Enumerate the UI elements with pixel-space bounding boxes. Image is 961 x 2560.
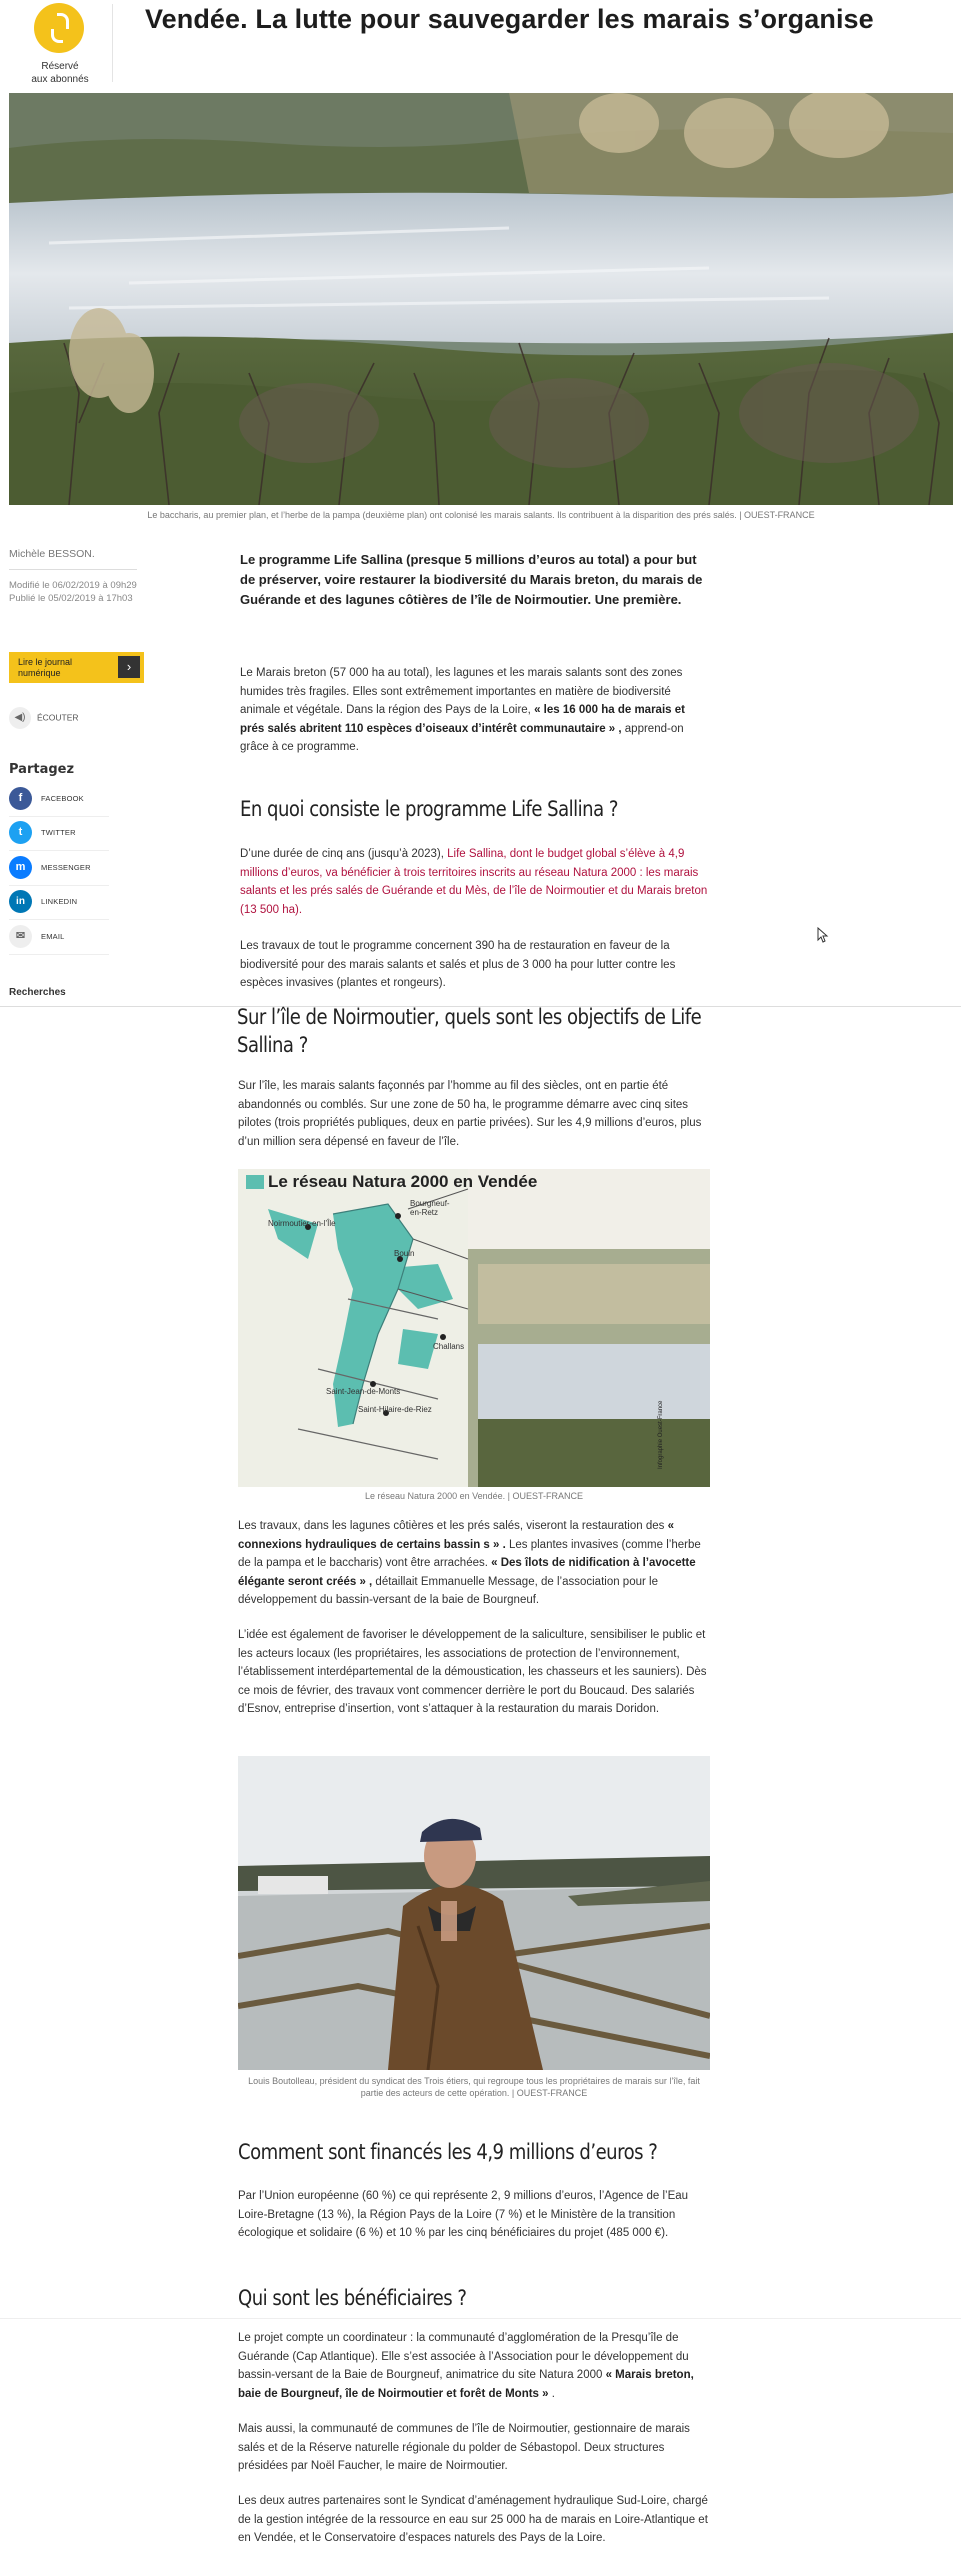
share-facebook-label: FACEBOOK [41, 794, 84, 803]
heading-financing: Comment sont financés les 4,9 millions d’euros ? [238, 2140, 658, 2164]
share-messenger-button[interactable] [9, 851, 109, 886]
paragraph-1-end: apprend-on grâce à ce programme. [240, 722, 684, 754]
map-label-bourgneuf: Bourgneuf-en-Retz [410, 1199, 450, 1217]
share-twitter-button[interactable] [9, 816, 109, 851]
paragraph-5-text-c: détaillait Emmanuelle Message, de l’association pour le développement du bassin-versant de la baie de Bourgneuf. [238, 1575, 658, 1607]
map-label-saint-hilaire-de-riez: Saint-Hilaire-de-Riez [358, 1405, 432, 1414]
linkedin-icon: in [9, 890, 32, 913]
paragraph-8-end: . [548, 2387, 555, 2400]
paragraph-1-text: Le Marais breton (57 000 ha au total), les lagunes et les marais salants sont des zones humides très fragiles. Elles sont extrêmement importantes en matière de biodiversité animale et végétale. Dans la région des Pays de la Loire, [240, 667, 683, 717]
map-label-noirmoutier: Noirmoutier-en-l’Île [268, 1219, 336, 1228]
share-linkedin-label: LINKEDIN [41, 897, 78, 906]
messenger-icon: m [9, 856, 32, 879]
map-title: Le réseau Natura 2000 en Vendée [268, 1172, 538, 1191]
share-messenger-label: MESSENGER [41, 863, 91, 872]
facebook-icon: f [9, 787, 32, 810]
paragraph-5-quote-a: « connexions hydrauliques de certains bassin s » . [238, 1520, 674, 1551]
logo-mark-bottom [51, 29, 63, 43]
share-title: Partagez [9, 762, 75, 777]
article-meta [9, 548, 144, 605]
ouest-france-logo-icon[interactable] [34, 3, 84, 53]
map-label-bouin: Bouin [394, 1249, 415, 1258]
paragraph-1 [240, 664, 710, 757]
portrait-caption [238, 2075, 710, 2099]
paragraph-2-highlight[interactable]: Life Sallina, dont le budget global s’élève à 4,9 millions d’euros, va bénéficier à trois territoires inscrits au réseau Natura 2000 : les marais salants et les prés salés de Guérande et du Mès, de l’île de Noirmoutier et du Marais breton (13 500 ha). [240, 848, 708, 916]
read-digital-journal-line1: Lire le journal [18, 657, 73, 667]
paragraph-5-quote-b: « Des îlots de nidification à l’avocette élégante seront créés » , [238, 1557, 696, 1588]
twitter-icon: t [9, 821, 32, 844]
paragraph-7: Par l’Union européenne (60 %) ce qui représente 2, 9 millions d’euros, l’Agence de l’Eau Loire-Bretagne (13 %), la Région Pays de la Loire (7 %) et le Ministère de la transition écologique et solidaire (6 %) et 10 % par les cinq bénéficiaires du projet (485 000 €). [238, 2190, 689, 2240]
natura-2000-map-illustration [238, 1169, 710, 1487]
heading-life-sallina: En quoi consiste le programme Life Sallina ? [240, 797, 618, 821]
paragraph-2-text: D’une durée de cinq ans (jusqu’à 2023), [240, 848, 448, 860]
portrait-caption-line1: Louis Boutolleau, président du syndicat des Trois étiers, qui regroupe tous les propriétaires de marais sur l’île, fait [248, 2076, 700, 2086]
published-date: Publié le 05/02/2019 à 17h03 [9, 593, 133, 604]
paragraph-8-text: Le projet compte un coordinateur : la communauté d’agglomération de la Presqu’île de Guérande (Cap Atlantique). Elle s’est associée à l’Association pour le développement du bassin-versant de la Baie de Bourgneuf, animatrice du site Natura 2000 [238, 2332, 689, 2382]
paragraph-1-quote: « les 16 000 ha de marais et prés salés abritent 110 espèces d’oiseaux d’intérêt communautaire » , [240, 704, 685, 735]
paragraph-8-quote: « Marais breton, baie de Bourgneuf, île de Noirmoutier et forêt de Monts » [238, 2369, 694, 2400]
subscriber-badge [20, 60, 100, 86]
subscriber-badge-line1: Réservé [41, 61, 79, 72]
heading-noirmoutier-line2: Sallina ? [237, 1033, 308, 1057]
portrait-caption-line2: partie des acteurs de cette opération. | OUEST-FRANCE [360, 2088, 588, 2098]
page-title: Vendée. La lutte pour sauvegarder les marais s’organise [145, 4, 874, 34]
map-label-challans: Challans [433, 1342, 465, 1351]
paragraph-10: Les deux autres partenaires sont le Syndicat d’aménagement hydraulique Sud-Loire, chargé de la gestion intégrée de la ressource en eau sur 25 000 ha de marais en Loire-Atlantique et en Vendée, et le Conservatoire d’espaces naturels des Pays de la Loire. [238, 2495, 708, 2545]
paragraph-9: Mais aussi, la communauté de communes de l’île de Noirmoutier, gestionnaire de marais salés et de la Réserve naturelle régionale du polder de Sébastopol. Deux structures présidées par Noël Faucher, le maire de Noirmoutier. [238, 2423, 690, 2473]
share-facebook-button[interactable] [9, 782, 109, 817]
logo-mark-top [57, 13, 69, 29]
header [0, 0, 961, 92]
share-linkedin-button[interactable] [9, 885, 109, 920]
author-name[interactable]: Michèle BESSON. [9, 548, 137, 570]
chevron-right-icon: › [118, 656, 140, 678]
subscriber-badge-line2: aux abonnés [31, 74, 89, 85]
paragraph-6: L’idée est également de favoriser le développement de la saliculture, sensibiliser le public et les acteurs locaux (les propriétaires, les associations de protection de l’environnement, l’établissement interdépartemental de la démoustication, les chasseurs et les sauniers). Dès ce mois de février, des travaux vont commencer derrière le port du Boucaud. Des salariés d’Esnov, entreprise d’insertion, vont s’attaquer à la restauration du marais Doridon. [238, 1629, 707, 1716]
read-digital-journal-line2: numérique [18, 668, 61, 678]
portrait-photo-illustration [238, 1756, 710, 2070]
heading-beneficiaries: Qui sont les bénéficiaires ? [238, 2286, 467, 2310]
map-label-saint-jean-de-monts: Saint-Jean-de-Monts [326, 1387, 401, 1396]
header-divider [112, 4, 113, 82]
speaker-icon: ◀) [9, 707, 31, 729]
section-divider-bottom [0, 2318, 961, 2319]
heading-noirmoutier-line1: Sur l’île de Noirmoutier, quels sont les objectifs de Life [237, 1005, 702, 1029]
paragraph-4: Sur l’île, les marais salants façonnés par l’homme au fil des siècles, ont en partie été abandonnés ou comblés. Sur une zone de 50 ha, le programme démarre avec cinq sites pilotes (trois propriétés publiques, deux en partie privées). Sur les 4,9 millions d’euros, plus d’un million sera dépensé en faveur de l’île. [238, 1080, 702, 1148]
related-searches-heading: Recherches [9, 987, 66, 995]
map-caption: Le réseau Natura 2000 en Vendée. | OUEST-FRANCE [365, 1491, 583, 1501]
email-icon: ✉ [9, 925, 32, 948]
listen-label: ÉCOUTER [37, 712, 79, 723]
paragraph-5 [238, 1517, 710, 1610]
read-digital-journal-label [18, 657, 103, 679]
paragraph-2 [240, 845, 710, 919]
share-email-button[interactable] [9, 920, 109, 955]
heading-noirmoutier [237, 1003, 701, 1059]
natura-2000-map[interactable] [238, 1169, 710, 1487]
paragraph-5-text-a: Les travaux, dans les lagunes côtières et les prés salés, viseront la restauration des [238, 1520, 668, 1532]
listen-button[interactable] [9, 707, 79, 729]
hero-photo-illustration [9, 93, 953, 505]
paragraph-8 [238, 2329, 710, 2403]
portrait-photo[interactable] [238, 1756, 710, 2070]
read-digital-journal-button[interactable] [9, 652, 144, 683]
article-dates [9, 579, 144, 605]
article-lead: Le programme Life Sallina (presque 5 millions d’euros au total) a pour but de préserver, voire restaurer la biodiversité du Marais breton, du marais de Guérande et des lagunes côtières de l’île de Noirmoutier. Une première. [240, 552, 703, 607]
paragraph-3: Les travaux de tout le programme concernent 390 ha de restauration en faveur de la biodiversité pour des marais salants et salés et plus de 3 000 ha pour lutter contre les espèces invasives (plantes et rongeurs). [240, 940, 676, 990]
share-twitter-label: TWITTER [41, 828, 76, 837]
share-email-label: EMAIL [41, 932, 65, 941]
modified-date: Modifié le 06/02/2019 à 09h29 [9, 580, 137, 591]
paragraph-5-text-b: Les plantes invasives (comme l’herbe de la pampa et le baccharis) vont être arrachées. [238, 1538, 701, 1570]
hero-caption: Le baccharis, au premier plan, et l’herbe de la pampa (deuxième plan) ont colonisé les marais salants. Ils contribuent à la disparition des prés salés. | OUEST-FRANCE [147, 510, 815, 520]
map-credit: Infographie Ouest-France [658, 1400, 664, 1469]
hero-photo[interactable] [9, 93, 953, 505]
